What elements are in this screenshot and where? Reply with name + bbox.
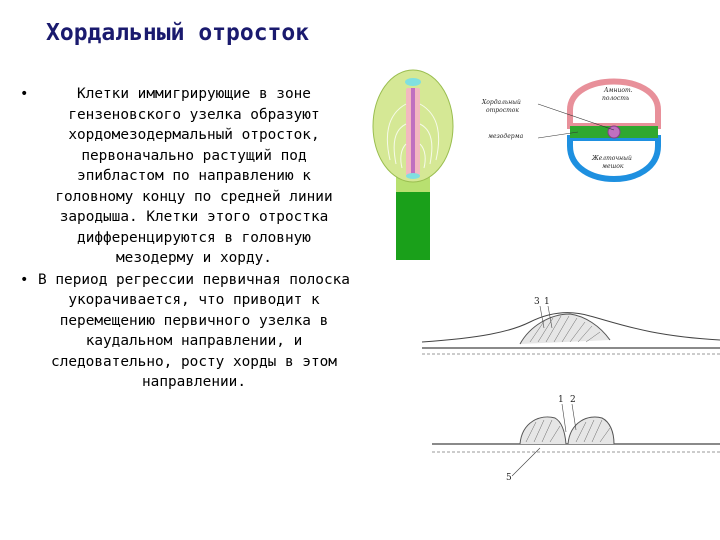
bullet-list	[20, 84, 350, 393]
sagittal-sketch-lower	[430, 392, 720, 482]
label-amniotic-cavity: Амниот.	[604, 87, 633, 94]
label-yolk-sac: Желточный	[592, 155, 632, 162]
bullet-text: Клетки иммигрирующие в зоне гензеновского узелка образуют хордомезодермальный отросток, первоначально растущий под эпибластом по направлению к головному концу по средней линии зародыша. Клетки этого отростка дифференцируются в головную мезодерму и хорду.	[55, 86, 333, 266]
sketch-number: 1	[544, 297, 550, 307]
sagittal-sketch-upper	[420, 292, 720, 372]
bullet-item	[20, 84, 350, 269]
notochord-process	[608, 126, 620, 138]
page-title: Хордальный отросток	[46, 20, 310, 46]
label-notochord-process: Хордальный	[482, 99, 521, 106]
bullet-text: В период регрессии первичная полоска укорачивается, что приводит к перемещению первичного узелка в каудальном направлении, и следовательно, росту хорды в этом направлении.	[38, 271, 350, 390]
label-mesoderm: мезодерма	[488, 133, 524, 140]
sketch-number: 2	[570, 395, 576, 405]
embryo-dorsal-diagram	[368, 64, 458, 264]
sketch-number: 3	[534, 297, 540, 307]
sketch-number: 1	[558, 395, 564, 405]
bullet-dot-icon: •	[20, 86, 29, 102]
label-yolk-sac: мешок	[602, 163, 624, 170]
bullet-dot-icon: •	[20, 271, 29, 288]
bullet-item	[20, 270, 350, 393]
notochord-line	[411, 88, 415, 176]
label-amniotic-cavity: полость	[602, 95, 630, 102]
sketch-label: 5	[506, 473, 512, 482]
cross-section-diagram	[478, 60, 678, 200]
primitive-node	[405, 78, 421, 86]
label-notochord-process: отросток	[486, 107, 519, 114]
